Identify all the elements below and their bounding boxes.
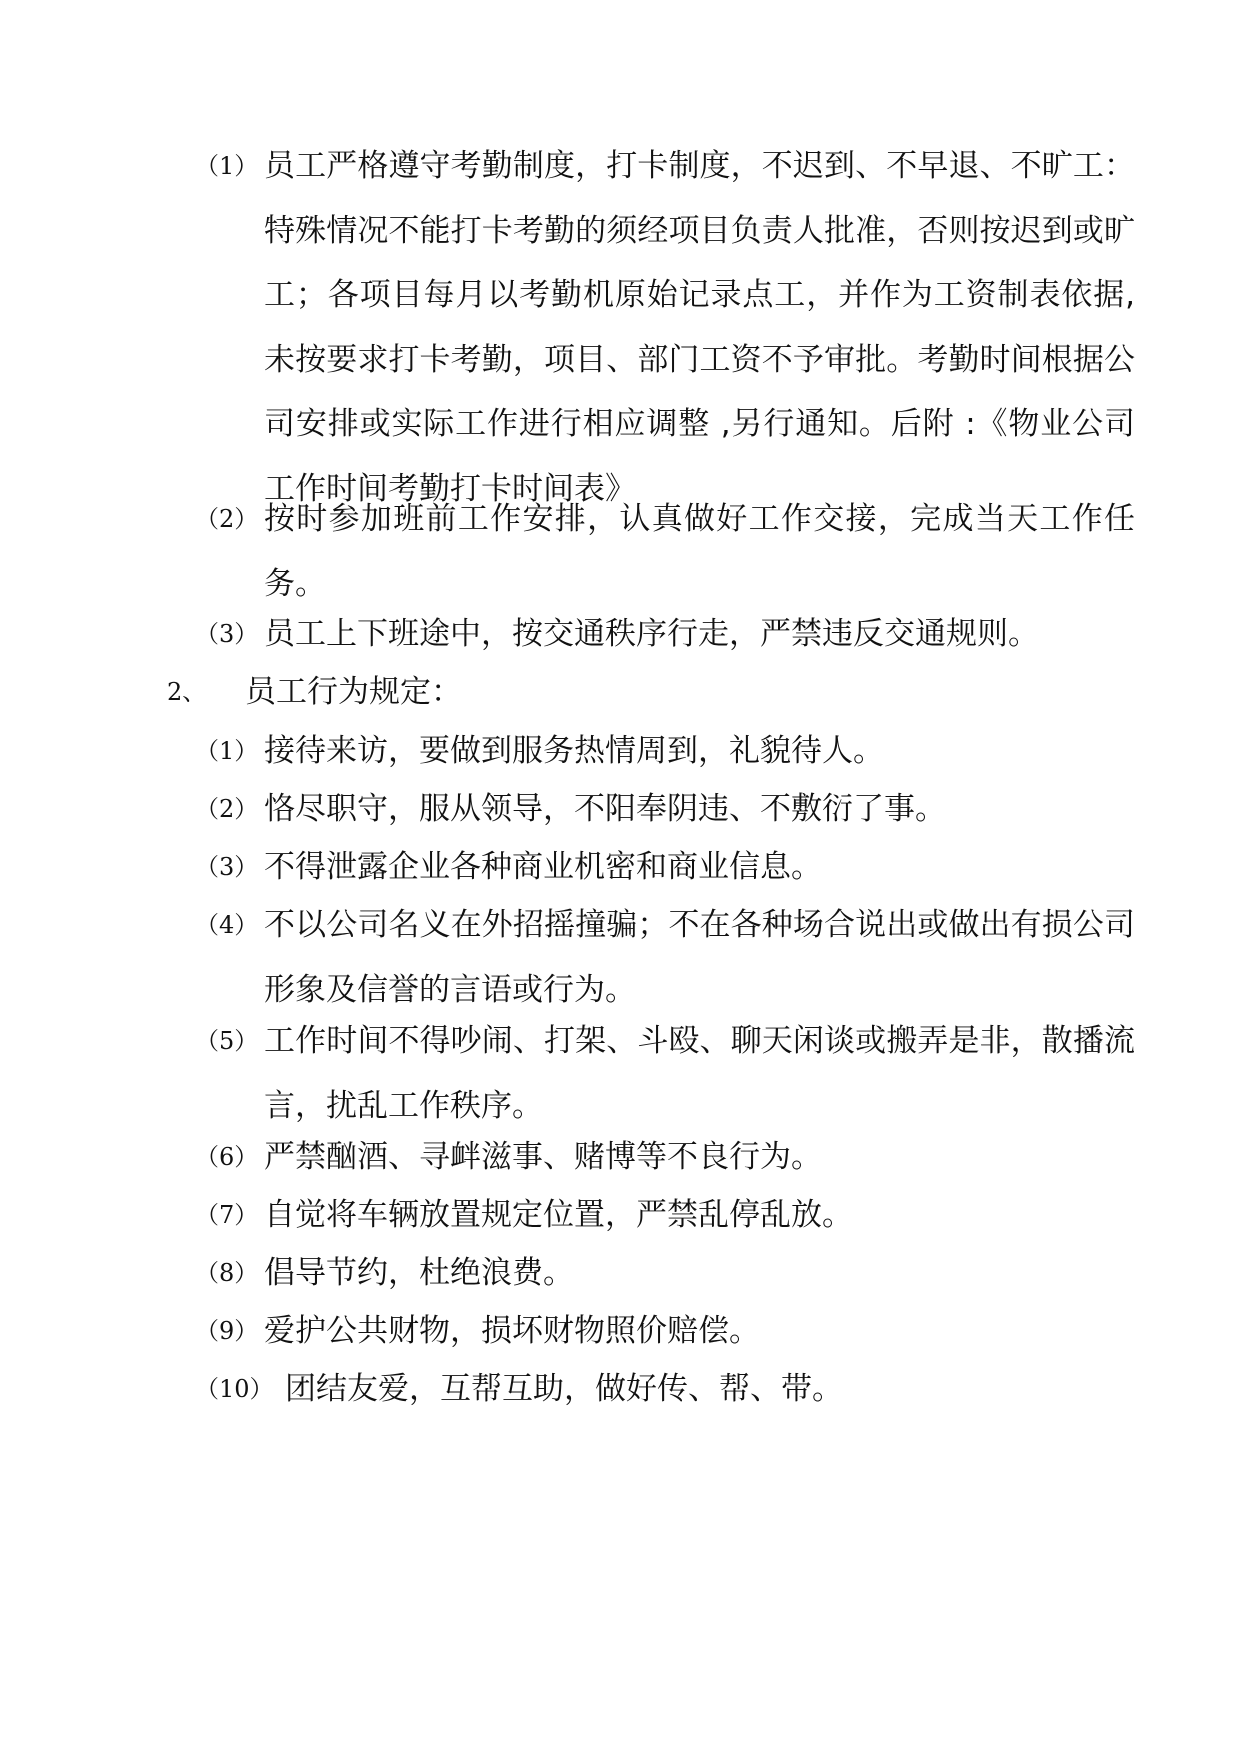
item-number: （1）	[195, 152, 259, 180]
list-item	[195, 487, 1135, 616]
item-number: （2）	[195, 795, 259, 823]
section-heading	[167, 660, 1127, 725]
list-item	[195, 1299, 1135, 1364]
list-item	[195, 134, 1135, 521]
item-text: 员工上下班途中，按交通秩序行走，严禁违反交通规则。	[264, 616, 1039, 652]
list-item	[195, 1241, 1135, 1306]
item-text: 工作时间不得吵闹、打架、斗殴、聊天闲谈或搬弄是非，散播流言，扰乱工作秩序。	[264, 1023, 1135, 1124]
item-number: （10）	[195, 1375, 274, 1403]
list-item	[195, 1183, 1135, 1248]
item-number: （2）	[195, 505, 259, 533]
item-text: 严禁酗酒、寻衅滋事、赌博等不良行为。	[264, 1139, 822, 1175]
list-item	[195, 1125, 1135, 1190]
list-item	[195, 1009, 1135, 1138]
item-number: （8）	[195, 1259, 259, 1287]
list-item	[195, 777, 1135, 842]
item-text: 团结友爱，互帮互助，做好传、帮、带。	[285, 1371, 843, 1407]
item-number: （6）	[195, 1143, 259, 1171]
item-number: （4）	[195, 911, 259, 939]
item-number: （3）	[195, 853, 259, 881]
item-text: 不以公司名义在外招摇撞骗；不在各种场合说出或做出有损公司形象及信誉的言语或行为。	[264, 907, 1135, 1008]
item-text: 接待来访，要做到服务热情周到，礼貌待人。	[264, 733, 884, 769]
item-text: 倡导节约，杜绝浪费。	[264, 1255, 574, 1291]
item-number: （3）	[195, 620, 259, 648]
item-text: 按时参加班前工作安排，认真做好工作交接，完成当天工作任务。	[264, 501, 1135, 602]
section-number: 2、	[167, 678, 207, 706]
item-text: 不得泄露企业各种商业机密和商业信息。	[264, 849, 822, 885]
item-text: 员工严格遵守考勤制度，打卡制度，不迟到、不早退、不旷工：特殊情况不能打卡考勤的须经项目负责人批准，否则按迟到或旷工；各项目每月以考勤机原始记录点工，并作为工资制表依据,未按要求打卡考勤，项目、部门工资不予审批。考勤时间根据公司安排或实际工作进行相应调整 ,另行通知。后附 :《物业公司工作时间考勤打卡时间表》	[264, 148, 1135, 507]
list-item	[195, 893, 1135, 1022]
item-number: （9）	[195, 1317, 259, 1345]
item-number: （7）	[195, 1201, 259, 1229]
list-item	[195, 1357, 1135, 1422]
list-item	[195, 719, 1135, 784]
item-number: （1）	[195, 737, 259, 765]
list-item	[195, 602, 1135, 667]
section-title: 员工行为规定：	[245, 674, 462, 710]
list-item	[195, 835, 1135, 900]
item-text: 恪尽职守，服从领导，不阳奉阴违、不敷衍了事。	[264, 791, 946, 827]
item-number: （5）	[195, 1027, 259, 1055]
item-text: 自觉将车辆放置规定位置，严禁乱停乱放。	[264, 1197, 853, 1233]
item-text: 爱护公共财物，损坏财物照价赔偿。	[264, 1313, 760, 1349]
